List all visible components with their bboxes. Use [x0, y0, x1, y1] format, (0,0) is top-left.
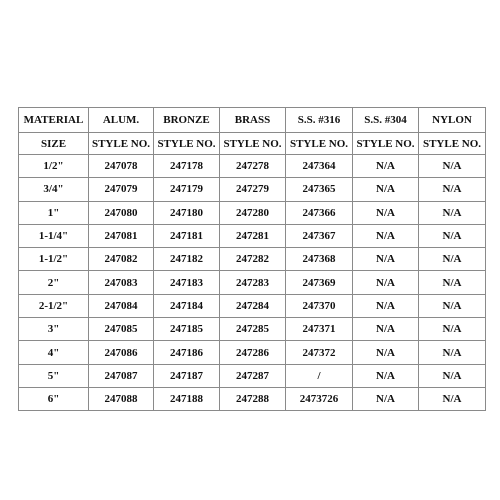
brass-style-cell: 247284 [220, 294, 286, 317]
table-row [19, 201, 486, 224]
nylon-style-cell: N/A [419, 201, 486, 224]
alum-style-cell: 247085 [89, 318, 154, 341]
ss304-style-cell: N/A [353, 294, 419, 317]
table-row [19, 178, 486, 201]
bronze-style-cell: 247180 [154, 201, 220, 224]
header-cell-style-no: STYLE NO. [353, 133, 419, 155]
ss316-style-cell: 247364 [286, 155, 353, 178]
brass-style-cell: 247281 [220, 224, 286, 247]
ss316-style-cell: 247370 [286, 294, 353, 317]
ss304-style-cell: N/A [353, 364, 419, 387]
alum-style-cell: 247079 [89, 178, 154, 201]
table-row [19, 224, 486, 247]
nylon-style-cell: N/A [419, 387, 486, 410]
table-row [19, 318, 486, 341]
ss304-style-cell: N/A [353, 201, 419, 224]
ss316-style-cell: 2473726 [286, 387, 353, 410]
header-cell-material: MATERIAL [19, 108, 89, 133]
size-cell: 1-1/2" [19, 248, 89, 271]
ss316-style-cell: 247371 [286, 318, 353, 341]
bronze-style-cell: 247188 [154, 387, 220, 410]
ss304-style-cell: N/A [353, 318, 419, 341]
ss316-style-cell: / [286, 364, 353, 387]
brass-style-cell: 247288 [220, 387, 286, 410]
bronze-style-cell: 247184 [154, 294, 220, 317]
size-cell: 6" [19, 387, 89, 410]
alum-style-cell: 247078 [89, 155, 154, 178]
table-row [19, 155, 486, 178]
brass-style-cell: 247283 [220, 271, 286, 294]
brass-style-cell: 247286 [220, 341, 286, 364]
header-cell-bronze: BRONZE [154, 108, 220, 133]
nylon-style-cell: N/A [419, 178, 486, 201]
alum-style-cell: 247081 [89, 224, 154, 247]
header-cell-style-no: STYLE NO. [220, 133, 286, 155]
ss304-style-cell: N/A [353, 248, 419, 271]
bronze-style-cell: 247178 [154, 155, 220, 178]
header-cell-brass: BRASS [220, 108, 286, 133]
ss304-style-cell: N/A [353, 155, 419, 178]
alum-style-cell: 247082 [89, 248, 154, 271]
table-row [19, 387, 486, 410]
alum-style-cell: 247080 [89, 201, 154, 224]
size-cell: 5" [19, 364, 89, 387]
alum-style-cell: 247087 [89, 364, 154, 387]
alum-style-cell: 247086 [89, 341, 154, 364]
size-cell: 1-1/4" [19, 224, 89, 247]
ss304-style-cell: N/A [353, 271, 419, 294]
ss316-style-cell: 247365 [286, 178, 353, 201]
header-cell-ss316: S.S. #316 [286, 108, 353, 133]
nylon-style-cell: N/A [419, 318, 486, 341]
header-cell-ss304: S.S. #304 [353, 108, 419, 133]
ss304-style-cell: N/A [353, 224, 419, 247]
ss304-style-cell: N/A [353, 341, 419, 364]
ss316-style-cell: 247369 [286, 271, 353, 294]
ss316-style-cell: 247366 [286, 201, 353, 224]
bronze-style-cell: 247183 [154, 271, 220, 294]
header-cell-nylon: NYLON [419, 108, 486, 133]
alum-style-cell: 247083 [89, 271, 154, 294]
nylon-style-cell: N/A [419, 294, 486, 317]
table-row [19, 271, 486, 294]
nylon-style-cell: N/A [419, 248, 486, 271]
size-cell: 1/2" [19, 155, 89, 178]
header-cell-alum: ALUM. [89, 108, 154, 133]
table-row [19, 248, 486, 271]
ss304-style-cell: N/A [353, 387, 419, 410]
bronze-style-cell: 247181 [154, 224, 220, 247]
header-cell-style-no: STYLE NO. [286, 133, 353, 155]
alum-style-cell: 247088 [89, 387, 154, 410]
brass-style-cell: 247279 [220, 178, 286, 201]
header-row-material [19, 108, 486, 133]
style-number-table-container [18, 107, 485, 411]
size-cell: 4" [19, 341, 89, 364]
table-row [19, 341, 486, 364]
size-cell: 2" [19, 271, 89, 294]
style-number-table [18, 107, 486, 411]
table-body [19, 155, 486, 411]
nylon-style-cell: N/A [419, 341, 486, 364]
size-cell: 3" [19, 318, 89, 341]
brass-style-cell: 247282 [220, 248, 286, 271]
size-cell: 3/4" [19, 178, 89, 201]
bronze-style-cell: 247179 [154, 178, 220, 201]
table-row [19, 364, 486, 387]
header-cell-size: SIZE [19, 133, 89, 155]
bronze-style-cell: 247185 [154, 318, 220, 341]
nylon-style-cell: N/A [419, 364, 486, 387]
table-row [19, 294, 486, 317]
header-cell-style-no: STYLE NO. [89, 133, 154, 155]
size-cell: 1" [19, 201, 89, 224]
header-cell-style-no: STYLE NO. [419, 133, 486, 155]
brass-style-cell: 247280 [220, 201, 286, 224]
bronze-style-cell: 247187 [154, 364, 220, 387]
alum-style-cell: 247084 [89, 294, 154, 317]
table-header [19, 108, 486, 155]
nylon-style-cell: N/A [419, 155, 486, 178]
ss316-style-cell: 247368 [286, 248, 353, 271]
bronze-style-cell: 247182 [154, 248, 220, 271]
nylon-style-cell: N/A [419, 224, 486, 247]
brass-style-cell: 247285 [220, 318, 286, 341]
header-row-size [19, 133, 486, 155]
brass-style-cell: 247287 [220, 364, 286, 387]
bronze-style-cell: 247186 [154, 341, 220, 364]
ss304-style-cell: N/A [353, 178, 419, 201]
nylon-style-cell: N/A [419, 271, 486, 294]
brass-style-cell: 247278 [220, 155, 286, 178]
header-cell-style-no: STYLE NO. [154, 133, 220, 155]
ss316-style-cell: 247367 [286, 224, 353, 247]
ss316-style-cell: 247372 [286, 341, 353, 364]
size-cell: 2-1/2" [19, 294, 89, 317]
